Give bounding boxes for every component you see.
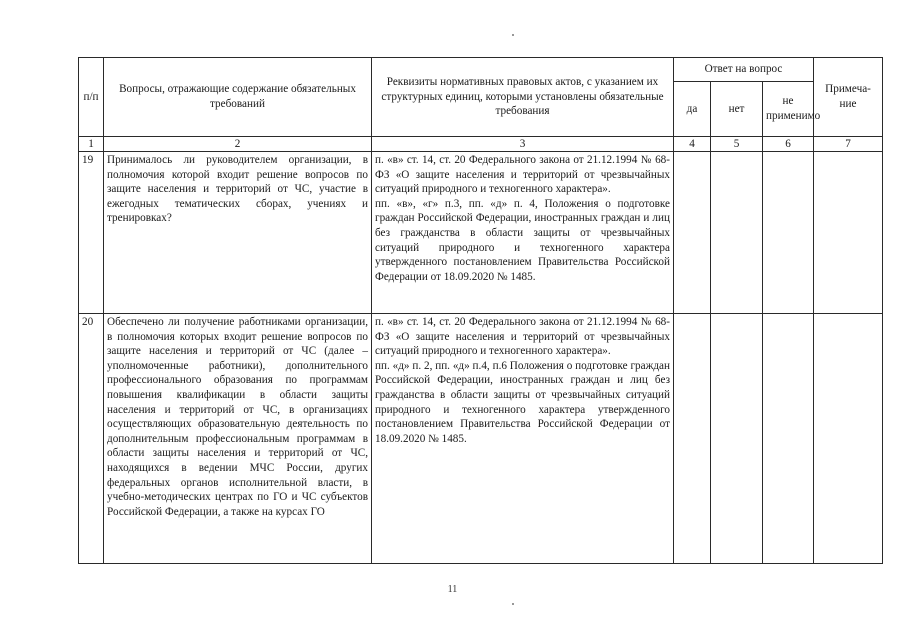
answer-yes-cell[interactable] [674, 314, 711, 564]
header-row [79, 58, 883, 82]
column-number-row [79, 137, 883, 152]
requisites-text: пп. «д» п. 2, пп. «д» п.4, п.6 Положения о подготовке граждан Российской Федерации, иностранных граждан и лиц без гражданства в области защиты от чрезвычайных ситуаций природного и техногенного характера утвержденного постановлением Правительства Российской Федерации от 18.09.2020 № 1485. [375, 359, 670, 445]
scan-speck [512, 603, 514, 605]
table-row [79, 314, 883, 564]
answer-no-cell[interactable] [711, 314, 763, 564]
answer-not-applicable-cell[interactable] [763, 314, 814, 564]
column-number: 3 [372, 137, 674, 152]
requisites-cell [372, 152, 674, 314]
answer-no-cell[interactable] [711, 152, 763, 314]
column-number: 2 [104, 137, 372, 152]
header-num: п/п [79, 58, 104, 137]
note-cell[interactable] [814, 314, 883, 564]
header-no: нет [711, 82, 763, 137]
requisites-text: пп. «в», «г» п.3, пп. «д» п. 4, Положения о подготовке граждан Российской Федерации, иностранных граждан и лиц без гражданства в области защиты от чрезвычайных ситуаций природного и техногенного характера утвержденного постановлением Правительства Российской Федерации от 18.09.2020 № 1485. [375, 197, 670, 283]
header-answer-group: Ответ на вопрос [674, 58, 814, 82]
question-text: Обеспечено ли получение работниками организации, в полномочия которых входит решение вопросов по защите населения и территорий от ЧС (далее – уполномоченные работники), дополнительного профессионального образования по программам повышения квалификации в области защиты населения и территорий от ЧС, в организациях осуществляющих образовательную деятельность по дополнительным профессиональным программам в области защиты населения и территорий от ЧС, находящихся в ведении МЧС России, других федеральных органов исполнительной власти, в учебно-методических центрах по ГО и ЧС субъектов Российской Федерации, а также на курсах ГО [104, 314, 372, 564]
column-number: 4 [674, 137, 711, 152]
header-yes: да [674, 82, 711, 137]
note-cell[interactable] [814, 152, 883, 314]
header-note: Примеча-ние [814, 58, 883, 137]
requisites-text: п. «в» ст. 14, ст. 20 Федерального закона от 21.12.1994 № 68-ФЗ «О защите населения и территорий от чрезвычайных ситуаций природного и техногенного характера». [375, 154, 670, 196]
column-number: 1 [79, 137, 104, 152]
checklist-table [78, 57, 883, 564]
header-requisites: Реквизиты нормативных правовых актов, с указанием их структурных единиц, которыми установлены обязательные требования [372, 58, 674, 137]
row-number: 19 [79, 152, 104, 314]
requisites-cell [372, 314, 674, 564]
requisites-text: п. «в» ст. 14, ст. 20 Федерального закона от 21.12.1994 № 68-ФЗ «О защите населения и территорий от чрезвычайных ситуаций природного и техногенного характера». [375, 316, 670, 358]
table-row [79, 152, 883, 314]
page-number: 11 [447, 584, 458, 595]
answer-not-applicable-cell[interactable] [763, 152, 814, 314]
column-number: 7 [814, 137, 883, 152]
question-text: Принималось ли руководителем организации, в полномочия которой входит решение вопросов по защите населения и территорий от ЧС, участие в ежегодных тематических сборах, учениях и тренировках? [104, 152, 372, 314]
header-not-applicable: не применимо [763, 82, 814, 137]
column-number: 6 [763, 137, 814, 152]
header-questions: Вопросы, отражающие содержание обязательных требований [104, 58, 372, 137]
row-number: 20 [79, 314, 104, 564]
answer-yes-cell[interactable] [674, 152, 711, 314]
column-number: 5 [711, 137, 763, 152]
scan-speck [512, 34, 514, 36]
